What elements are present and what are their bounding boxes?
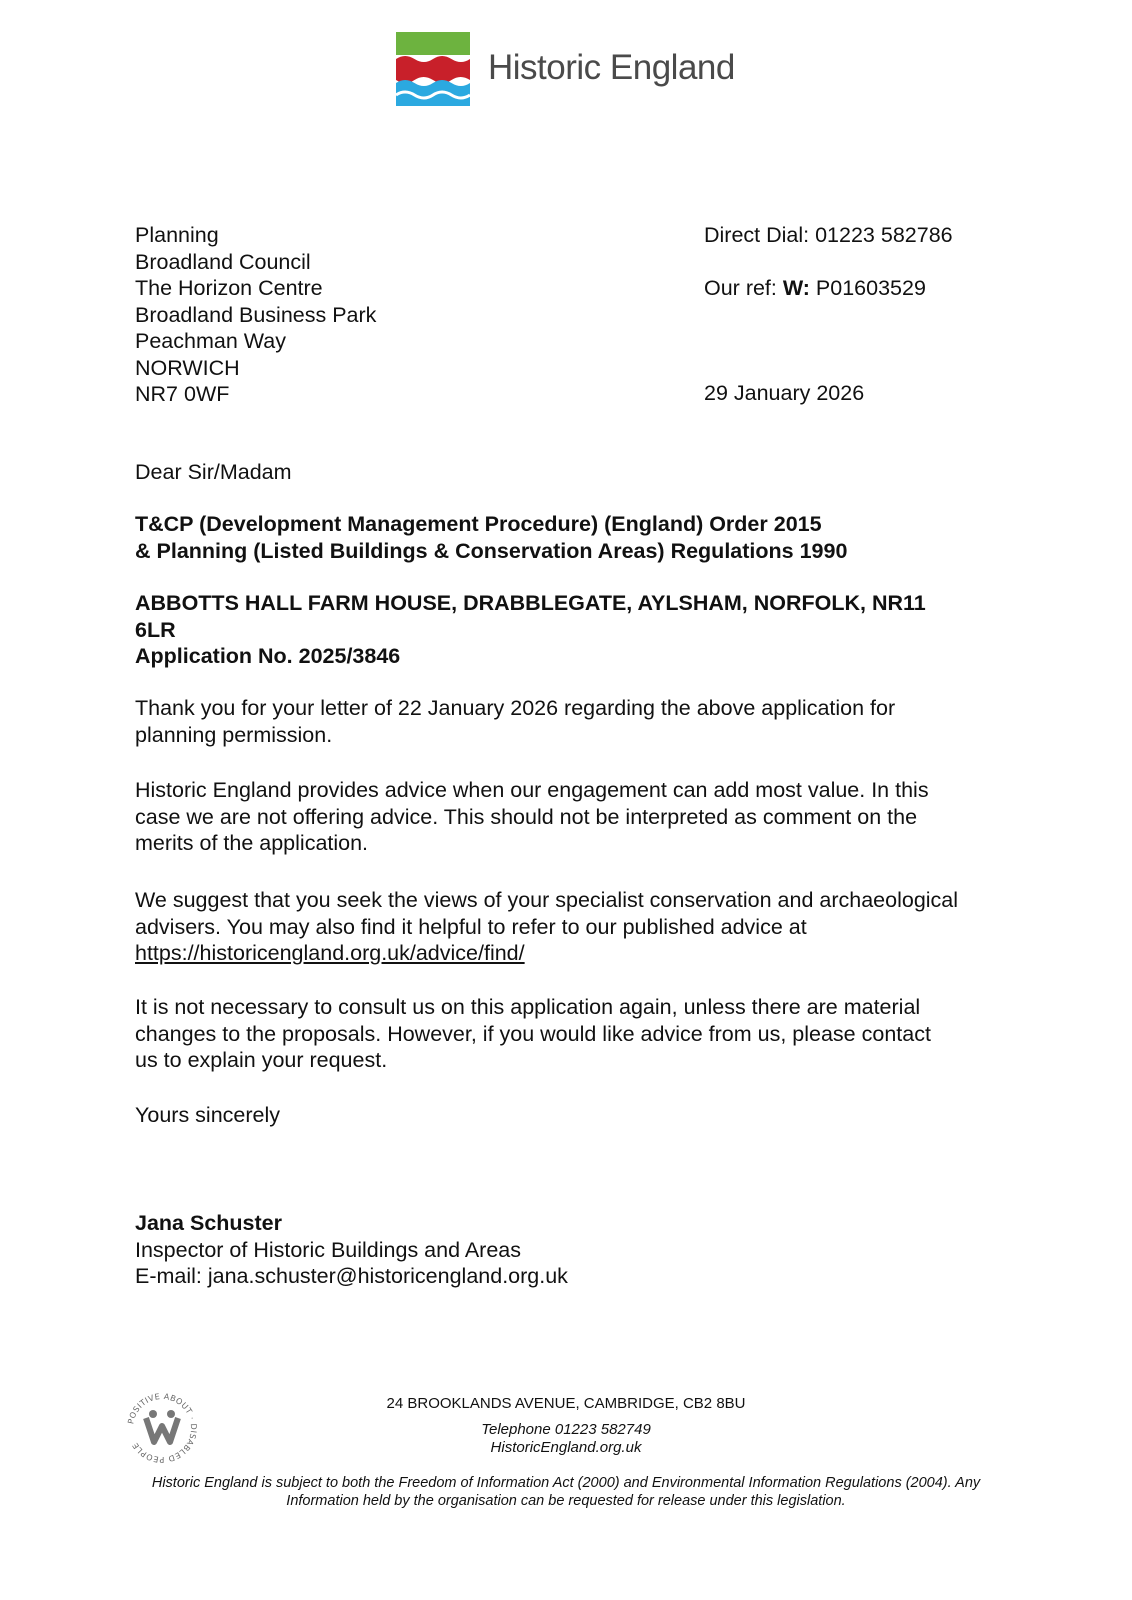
our-ref-value: P01603529 xyxy=(809,276,926,300)
legal-line: Historic England is subject to both the Freedom of Information Act (2000) and Environmental Information Regulations (2004). Any xyxy=(151,1475,981,1491)
address-line: NORWICH xyxy=(135,355,240,380)
footer-legal-notice xyxy=(0,1474,1132,1510)
text-line: us to explain your request. xyxy=(135,1048,388,1072)
direct-dial: Direct Dial: 01223 582786 xyxy=(704,223,953,247)
paragraph-1 xyxy=(135,695,895,748)
subject-line: T&CP (Development Management Procedure) (England) Order 2015 xyxy=(135,512,822,536)
text-line: case we are not offering advice. This should not be interpreted as comment on the xyxy=(135,804,918,829)
address-line: Planning xyxy=(135,223,219,247)
site-heading xyxy=(135,590,926,670)
paragraph-2 xyxy=(135,777,929,857)
signatory-title: Inspector of Historic Buildings and Areas xyxy=(135,1237,522,1262)
signatory-email: E-mail: jana.schuster@historicengland.org.uk xyxy=(135,1264,568,1288)
signature-block xyxy=(135,1210,568,1290)
text-line: changes to the proposals. However, if you would like advice from us, please contact xyxy=(135,1021,931,1046)
text-line: It is not necessary to consult us on this application again, unless there are material xyxy=(135,995,921,1019)
letter-date: 29 January 2026 xyxy=(704,381,865,405)
recipient-address xyxy=(135,222,376,408)
text-line: advisers. You may also find it helpful to refer to our published advice at xyxy=(135,914,807,939)
address-line: Broadland Council xyxy=(135,249,311,274)
address-line: Broadland Business Park xyxy=(135,302,377,327)
signatory-name: Jana Schuster xyxy=(135,1211,282,1235)
site-address-line: 6LR xyxy=(135,617,176,642)
advice-link[interactable]: https://historicengland.org.uk/advice/find/ xyxy=(135,941,525,965)
address-line: NR7 0WF xyxy=(135,382,230,406)
svg-text:POSITIVE ABOUT · DISABLED PEOP: POSITIVE ABOUT · DISABLED PEOPLE xyxy=(126,1391,199,1465)
text-line: We suggest that you seek the views of your specialist conservation and archaeological xyxy=(135,888,959,912)
logo-wordmark: Historic England xyxy=(488,48,735,87)
footer-telephone: Telephone 01223 582749 xyxy=(481,1421,651,1438)
text-line: planning permission. xyxy=(135,722,333,747)
paragraph-4 xyxy=(135,994,931,1074)
subject-heading xyxy=(135,511,847,564)
site-address-line: ABBOTTS HALL FARM HOUSE, DRABBLEGATE, AYLSHAM, NORFOLK, NR11 xyxy=(135,591,926,615)
footer-address: 24 BROOKLANDS AVENUE, CAMBRIDGE, CB2 8BU xyxy=(386,1395,746,1412)
salutation: Dear Sir/Madam xyxy=(135,460,292,484)
our-reference xyxy=(704,275,926,302)
text-line: merits of the application. xyxy=(135,831,369,855)
legal-line: Information held by the organisation can be requested for release under this legislation. xyxy=(286,1493,846,1509)
address-line: The Horizon Centre xyxy=(135,276,323,300)
our-ref-label: Our ref: xyxy=(704,276,783,300)
subject-line: & Planning (Listed Buildings & Conservation Areas) Regulations 1990 xyxy=(135,538,848,563)
address-line: Peachman Way xyxy=(135,329,286,353)
application-number: Application No. 2025/3846 xyxy=(135,644,401,668)
our-ref-prefix: W: xyxy=(782,276,810,300)
footer-website: HistoricEngland.org.uk xyxy=(490,1439,642,1456)
paragraph-3 xyxy=(135,887,958,967)
sign-off: Yours sincerely xyxy=(135,1103,280,1127)
text-line: Historic England provides advice when our engagement can add most value. In this xyxy=(135,778,929,802)
text-line: Thank you for your letter of 22 January 2026 regarding the above application for xyxy=(135,696,896,720)
historic-england-logo-icon xyxy=(396,32,470,106)
